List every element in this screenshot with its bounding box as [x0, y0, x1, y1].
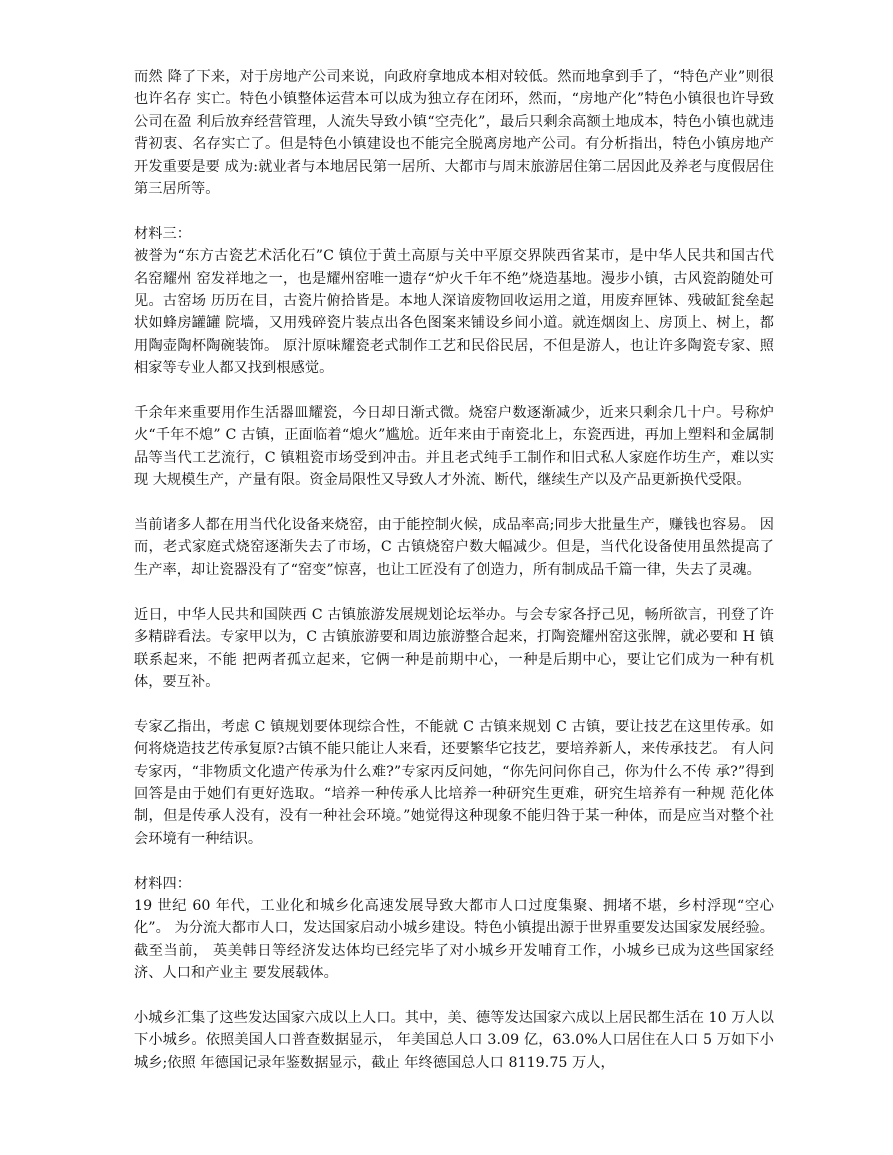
paragraph: 近日，中华人民共和国陕西 C 古镇旅游发展规划论坛举办。与会专家各抒己见，畅所欲言，刊登了许多精辟看法。专家甲以为，C 古镇旅游要和周边旅游整合起来，打陶瓷耀州窑这张牌，就必要和 H 镇联系起来，不能 把两者孤立起来，它俩一种是前期中心，一种是后期中心，要让它们成为一种有机体，要互补。 — [134, 606, 774, 690]
section-heading: 材料三： — [134, 225, 191, 242]
section-heading: 材料四： — [134, 875, 191, 892]
paragraph: 当前诸多人都在用当代化设备来烧窑，由于能控制火候，成品率高;同步大批量生产，赚钱也容易。 因而，老式家庭式烧窑逐渐失去了市场，C 古镇烧窑户数大幅减少。但是，当代化设备使用虽然提高了 生产率，却让瓷器没有了“窑变”惊喜，也让工匠没有了创造力，所有制成品千篇一律，失去了灵魂。 — [134, 517, 774, 578]
paragraph: 而然 降了下来，对于房地产公司来说，向政府拿地成本相对较低。然而地拿到手了，“特色产业”则很也许名存 实亡。特色小镇整体运营本可以成为独立存在闭环，然而，“房地产化”特色小镇很也许导致公司在盈 利后放弃经营管理，人流失导致小镇“空壳化”，最后只剩余高额土地成本，特色小镇也就违背初衷、名存实亡了。但是特色小镇建设也不能完全脱离房地产公司。有分析指出，特色小镇房地产开发重要是要 成为:就业者与本地居民第一居所、大都市与周末旅游居住第二居因此及养老与度假居住第三居所等。 — [134, 69, 774, 198]
paragraph: 专家乙指出，考虑 C 镇规划要体现综合性，不能就 C 古镇来规划 C 古镇，要让技艺在这里传承。如何将烧造技艺传承复原?古镇不能只能让人来看，还要繁华它技艺，要培养新人，来传承技艺。 有人问专家丙，“非物质文化遗产传承为什么难?”专家丙反问她，“你先问问你自己，你为什么不传 承?”得到回答是由于她们有更好选取。“培养一种传承人比培养一种研究生更难，研究生培养有一种规 范化体制，但是传承人没有，没有一种社会环境。”她觉得这种现象不能归咎于某一种体，而是应当对整个社会环境有一种结识。 — [134, 718, 774, 847]
paragraph: 19 世纪 60 年代，工业化和城乡化高速发展导致大都市人口过度集聚、拥堵不堪，乡村浮现“空心化”。 为分流大都市人口，发达国家启动小城乡建设。特色小镇提出源于世界重要发达国家发展经验。截至当前， 英美韩日等经济发达体均已经完毕了对小城乡开发哺育工作，小城乡已成为这些国家经济、人口和产业主 要发展载体。 — [134, 897, 774, 982]
paragraph: 千余年来重要用作生活器皿耀瓷，今日却日渐式微。烧窑户数逐渐减少，近来只剩余几十户。号称炉 火“千年不熄” C 古镇，正面临着“熄火”尴尬。近年来由于南瓷北上，东瓷西进，再加上塑料和金属制 品等当代工艺流行，C 镇粗瓷市场受到冲击。并且老式纯手工制作和旧式私人家庭作坊生产，难以实现 大规模生产，产量有限。资金局限性又导致人才外流、断代，继续生产以及产品更新换代受限。 — [134, 405, 774, 489]
document-page — [134, 66, 774, 1074]
paragraph: 被誉为“东方古瓷艺术活化石”C 镇位于黄土高原与关中平原交界陕西省某市，是中华人民共和国古代名窑耀州 窑发祥地之一，也是耀州窑唯一遗存“炉火千年不绝”烧造基地。漫步小镇，古风瓷韵随处可见。古窑场 历历在目，古瓷片俯拾皆是。本地人深谙废物回收运用之道，用废弃匣钵、残破缸瓮垒起状如蜂房罐罐 院墙，又用残碎瓷片装点出各色图案来铺设乡间小道。就连烟囱上、房顶上、树上，都用陶壶陶杯陶碗装饰。 原汁原味耀瓷老式制作工艺和民俗民居，不但是游人，也让许多陶瓷专家、照相家等专业人都又找到根感觉。 — [134, 248, 774, 377]
paragraph: 小城乡汇集了这些发达国家六成以上人口。其中，美、德等发达国家六成以上居民都生活在 10 万人以 下小城乡。依照美国人口普查数据显示， 年美国总人口 3.09 亿，63.0%人口居住在人口 5 万如下小 城乡;依照 年德国记录年鉴数据显示，截止 年终德国总人口 8119.75 万人， — [134, 1009, 774, 1071]
